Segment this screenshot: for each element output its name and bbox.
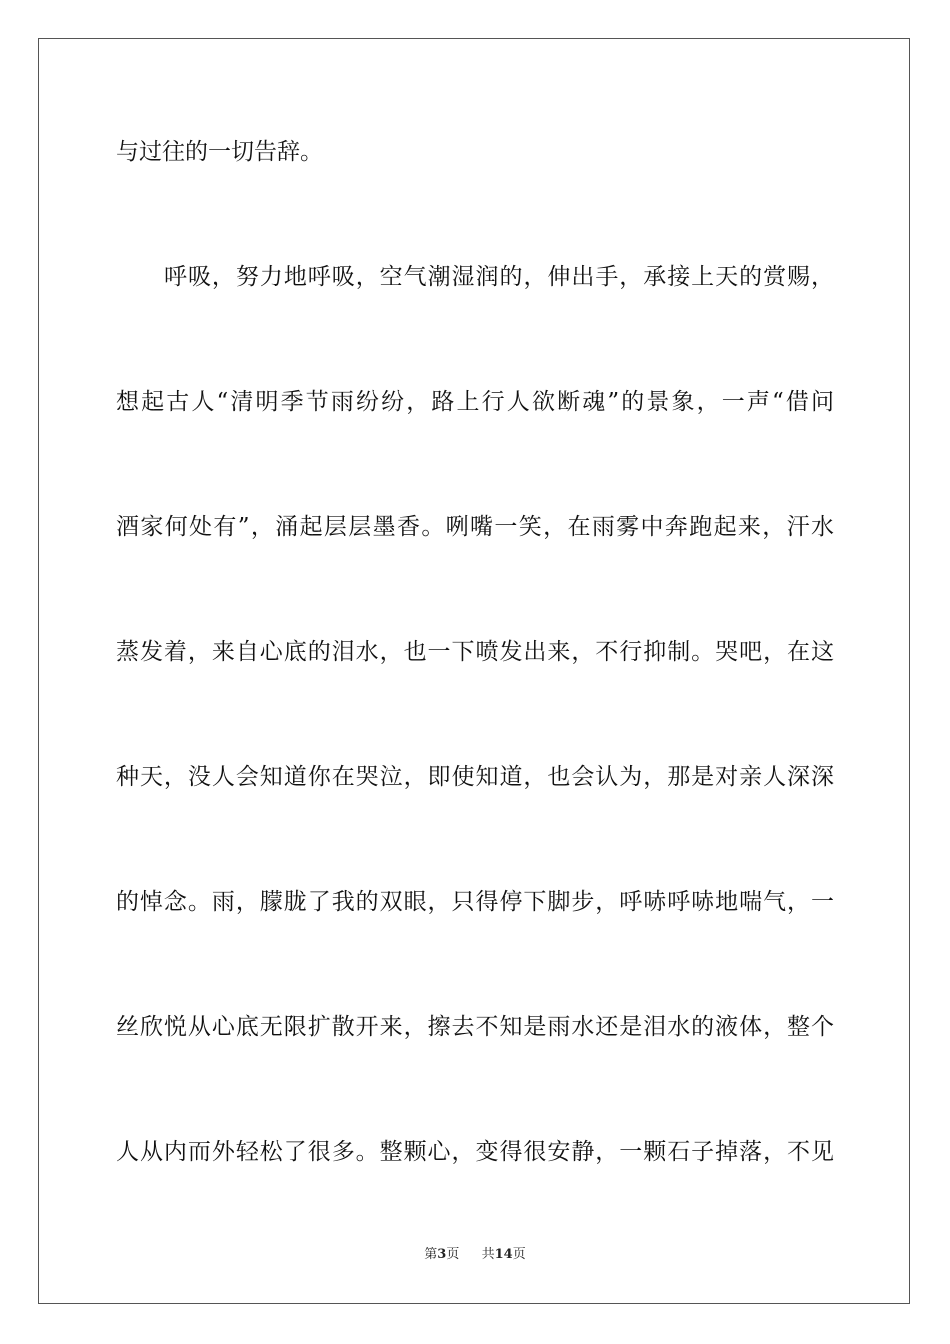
text-line-2: 呼吸，努力地呼吸，空气潮湿润的，伸出手，承接上天的赏赐，: [164, 264, 834, 290]
text-line-5: 蒸发着，来自心底的泪水，也一下喷发出来，不行抑制。哭吧，在这: [116, 639, 834, 665]
text-line-9: 人从内而外轻松了很多。整颗心，变得很安静，一颗石子掉落，不见: [116, 1139, 834, 1165]
total-suffix: 页: [512, 1247, 526, 1262]
page-prefix: 第: [424, 1247, 438, 1262]
total-pages: 14: [494, 1247, 513, 1262]
text-line-6: 种天，没人会知道你在哭泣，即使知道，也会认为，那是对亲人深深: [116, 764, 834, 790]
page-footer: [0, 1247, 950, 1263]
text-line-1: 与过往的一切告辞。: [116, 139, 323, 165]
page-number: 3: [437, 1247, 447, 1262]
text-line-4: 酒家何处有”，涌起层层墨香。咧嘴一笑，在雨雾中奔跑起来，汗水: [116, 514, 834, 540]
page-suffix: 页: [446, 1247, 460, 1262]
text-line-3: 想起古人“清明季节雨纷纷，路上行人欲断魂”的景象，一声“借问: [116, 389, 834, 415]
text-line-8: 丝欣悦从心底无限扩散开来，擦去不知是雨水还是泪水的液体，整个: [116, 1014, 834, 1040]
page-border: [38, 38, 910, 1304]
text-line-7: 的悼念。雨，朦胧了我的双眼，只得停下脚步，呼哧呼哧地喘气，一: [116, 889, 834, 915]
total-prefix: 共: [481, 1247, 495, 1262]
